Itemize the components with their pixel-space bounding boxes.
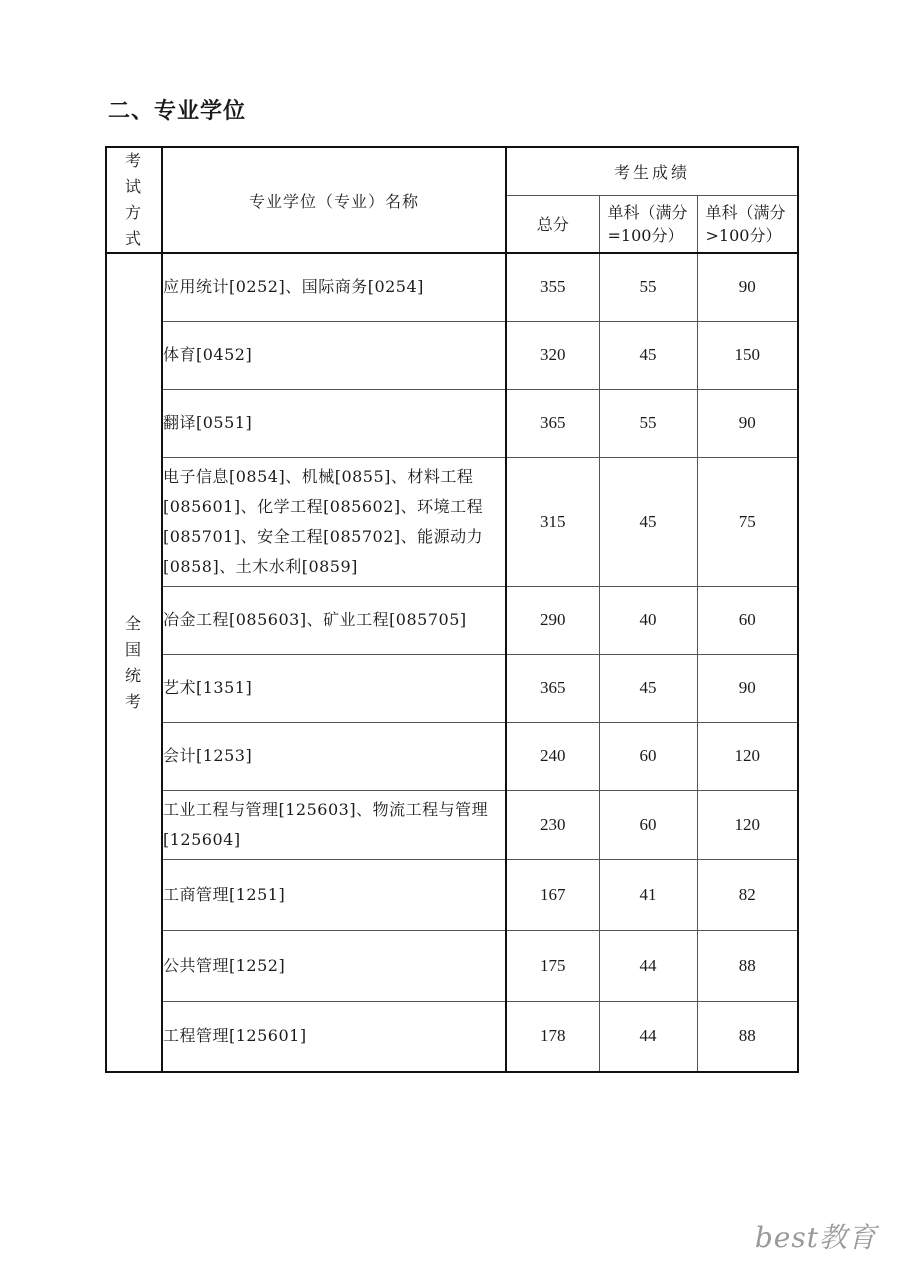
single-over100-score: 82 (697, 859, 798, 930)
program-name: 应用统计[0252]、国际商务[0254] (162, 253, 506, 321)
total-score: 178 (506, 1001, 599, 1072)
program-name: 公共管理[1252] (162, 930, 506, 1001)
program-name: 工业工程与管理[125603]、物流工程与管理[125604] (162, 790, 506, 859)
single-100-score: 60 (599, 722, 697, 790)
total-score: 355 (506, 253, 599, 321)
total-score: 365 (506, 654, 599, 722)
total-score: 175 (506, 930, 599, 1001)
single-over100-score: 120 (697, 722, 798, 790)
header-program-name: 专业学位（专业）名称 (162, 147, 506, 253)
program-name: 艺术[1351] (162, 654, 506, 722)
single-over100-score: 90 (697, 253, 798, 321)
total-score: 365 (506, 389, 599, 457)
table-body (106, 253, 798, 1072)
total-score: 240 (506, 722, 599, 790)
program-name: 翻译[0551] (162, 389, 506, 457)
total-score: 320 (506, 321, 599, 389)
header-single-100: 单科（满分=100分） (599, 196, 697, 253)
single-over100-score: 120 (697, 790, 798, 859)
section-title: 二、专业学位 (108, 99, 247, 124)
header-exam-method: 考试方式 (106, 147, 162, 253)
table-row (106, 457, 798, 586)
exam-method-cell: 全国统考 (106, 253, 162, 1072)
table-row (106, 654, 798, 722)
program-name: 会计[1253] (162, 722, 506, 790)
single-over100-score: 90 (697, 654, 798, 722)
total-score: 167 (506, 859, 599, 930)
single-100-score: 40 (599, 586, 697, 654)
header-score-group: 考生成绩 (506, 147, 798, 196)
single-100-score: 44 (599, 930, 697, 1001)
single-100-score: 55 (599, 389, 697, 457)
single-100-score: 41 (599, 859, 697, 930)
total-score: 290 (506, 586, 599, 654)
table-row (106, 321, 798, 389)
total-score: 315 (506, 457, 599, 586)
table-row (106, 253, 798, 321)
single-over100-score: 60 (697, 586, 798, 654)
single-100-score: 55 (599, 253, 697, 321)
score-table (105, 146, 799, 1073)
program-name: 体育[0452] (162, 321, 506, 389)
single-100-score: 45 (599, 457, 697, 586)
header-total: 总分 (506, 196, 599, 253)
single-over100-score: 88 (697, 1001, 798, 1072)
program-name: 工商管理[1251] (162, 859, 506, 930)
program-name: 电子信息[0854]、机械[0855]、材料工程[085601]、化学工程[085602]、环境工程[085701]、安全工程[085702]、能源动力[0858]、土木水利[0859] (162, 457, 506, 586)
single-100-score: 44 (599, 1001, 697, 1072)
program-name: 工程管理[125601] (162, 1001, 506, 1072)
table-row (106, 790, 798, 859)
single-100-score: 60 (599, 790, 697, 859)
table-row (106, 389, 798, 457)
single-100-score: 45 (599, 654, 697, 722)
single-over100-score: 150 (697, 321, 798, 389)
table-header (106, 147, 798, 253)
header-single-over100: 单科（满分>100分） (697, 196, 798, 253)
table-row (106, 722, 798, 790)
program-name: 冶金工程[085603]、矿业工程[085705] (162, 586, 506, 654)
single-100-score: 45 (599, 321, 697, 389)
header-row-top (106, 147, 798, 196)
table-row (106, 1001, 798, 1072)
table-row (106, 586, 798, 654)
watermark-logo: best教育 (754, 1221, 877, 1254)
single-over100-score: 90 (697, 389, 798, 457)
single-over100-score: 88 (697, 930, 798, 1001)
single-over100-score: 75 (697, 457, 798, 586)
table-row (106, 859, 798, 930)
table-row (106, 930, 798, 1001)
total-score: 230 (506, 790, 599, 859)
